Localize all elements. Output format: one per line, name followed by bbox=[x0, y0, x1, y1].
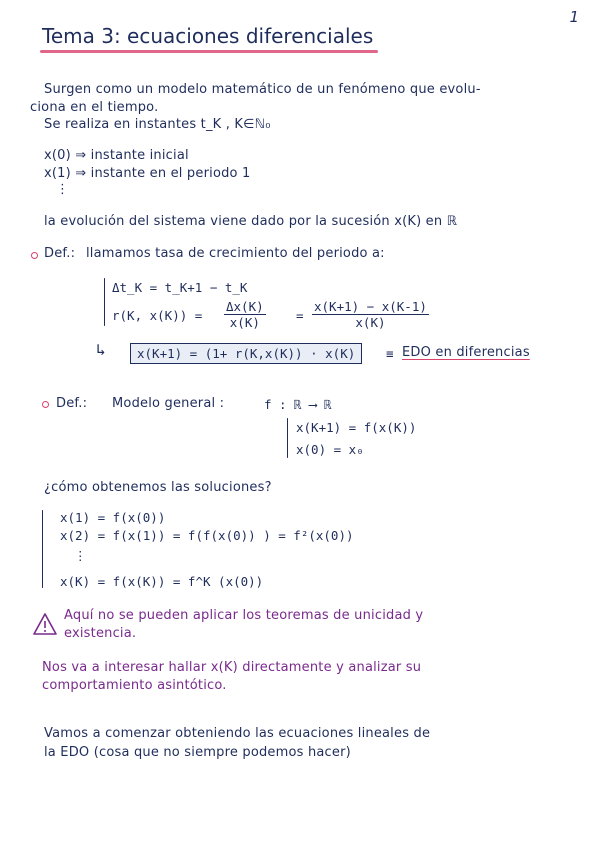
intro-line-3: Se realiza en instantes t_K , K∈ℕ₀ bbox=[44, 117, 271, 132]
boxed-equation: x(K+1) = (1+ r(K,x(K)) · x(K) bbox=[130, 343, 362, 364]
def2-map: f : ℝ ⟶ ℝ bbox=[264, 397, 332, 412]
solutions-brace bbox=[42, 510, 43, 588]
def2-label: Def.: bbox=[56, 396, 88, 411]
warning-line-2: existencia. bbox=[64, 626, 137, 641]
def1-r-lhs: r(K, x(K)) = bbox=[112, 308, 203, 323]
def2-eq2: x(0) = x₀ bbox=[296, 442, 364, 457]
bullet-icon bbox=[42, 401, 49, 408]
frac2-denominator: x(K) bbox=[355, 315, 386, 330]
def1-label: Def.: bbox=[44, 246, 76, 261]
intro-line-1: Surgen como un modelo matemático de un fenómeno que evolu- bbox=[44, 82, 481, 97]
instant-x0: x(0) ⇒ instante inicial bbox=[44, 148, 189, 163]
solution-xk: x(K) = f(x(K)) = f^K (x(0)) bbox=[60, 574, 264, 589]
page-title: Tema 3: ecuaciones diferenciales bbox=[42, 24, 374, 48]
def2-brace bbox=[287, 418, 288, 458]
equiv-symbol: ≡ bbox=[386, 346, 394, 361]
closing-line-1: Vamos a comenzar obteniendo las ecuaciones lineales de bbox=[44, 726, 431, 741]
page-number: 1 bbox=[569, 8, 579, 26]
def1-delta: Δt_K = t_K+1 − t_K bbox=[112, 280, 248, 295]
question-text: ¿cómo obtenemos las soluciones? bbox=[44, 480, 272, 495]
frac1-numerator: Δx(K) bbox=[226, 299, 264, 314]
def1-equals: = bbox=[296, 308, 304, 323]
def1-fraction-2 bbox=[312, 299, 429, 330]
evolution-text: la evolución del sistema viene dado por la sucesión x(K) en ℝ bbox=[44, 214, 458, 229]
solution-dots: ⋮ bbox=[74, 548, 87, 563]
def1-brace bbox=[104, 278, 105, 326]
solution-x2: x(2) = f(x(1)) = f(f(x(0)) ) = f²(x(0)) bbox=[60, 528, 354, 543]
interest-line-1: Nos va a interesar hallar x(K) directamente y analizar su bbox=[42, 660, 422, 675]
warning-line-1: Aquí no se pueden aplicar los teoremas de unicidad y bbox=[64, 608, 424, 623]
title-underline bbox=[40, 50, 378, 53]
frac2-numerator: x(K+1) − x(K-1) bbox=[314, 299, 427, 314]
instant-dots: ⋮ bbox=[56, 182, 70, 197]
arrow-icon: ↳ bbox=[96, 340, 106, 359]
interest-line-2: comportamiento asintótico. bbox=[42, 678, 227, 693]
frac1-denominator: x(K) bbox=[229, 315, 260, 330]
def1-fraction-1 bbox=[224, 299, 266, 330]
instant-x1: x(1) ⇒ instante en el periodo 1 bbox=[44, 166, 251, 181]
closing-line-2: la EDO (cosa que no siempre podemos hacer) bbox=[44, 745, 351, 760]
def2-eq1: x(K+1) = f(x(K)) bbox=[296, 420, 417, 435]
solution-x1: x(1) = f(x(0)) bbox=[60, 510, 166, 525]
warning-icon bbox=[32, 612, 58, 640]
def1-text: llamamos tasa de crecimiento del periodo a: bbox=[86, 246, 385, 261]
bullet-icon bbox=[31, 252, 38, 259]
def2-text: Modelo general : bbox=[112, 396, 225, 411]
intro-line-2: ciona en el tiempo. bbox=[30, 100, 159, 115]
edo-label: EDO en diferencias bbox=[402, 345, 530, 360]
